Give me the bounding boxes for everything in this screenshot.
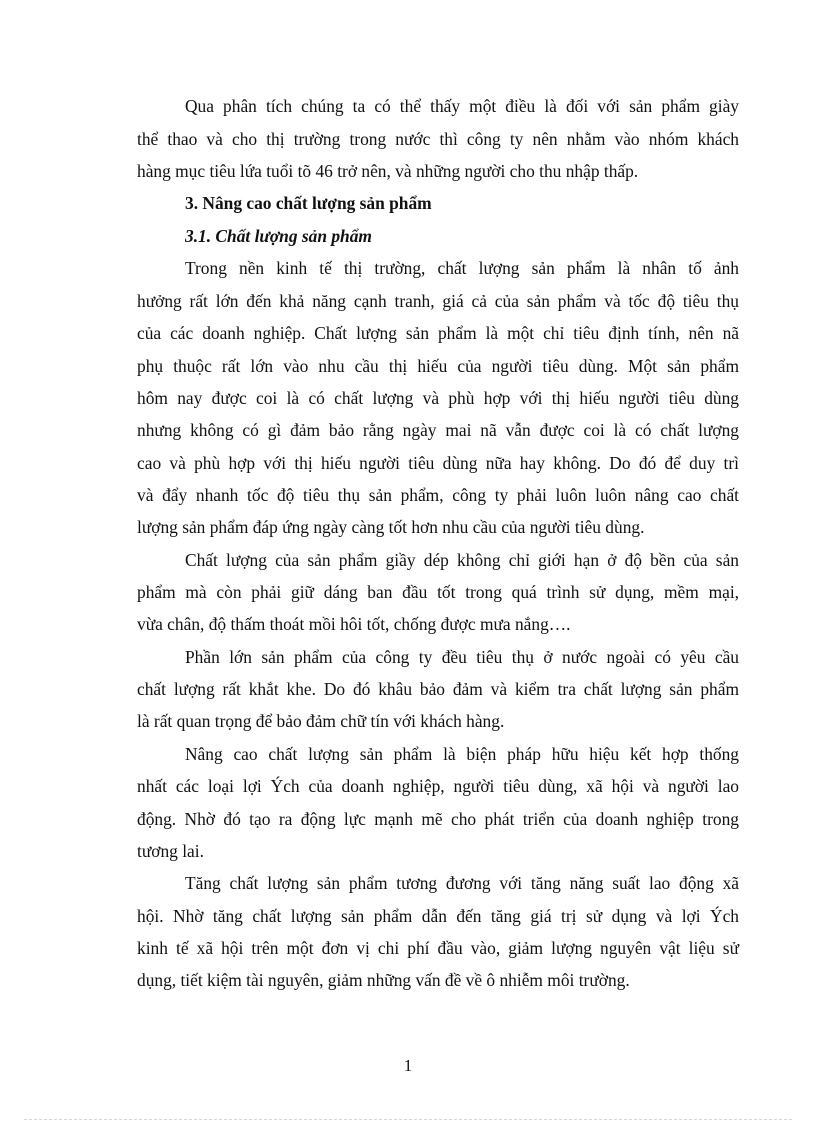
paragraph-6-line-3: kinh tế xã hội trên một đơn vị chi phí đầu vào, giảm lượng nguyên vật liệu sử	[137, 938, 739, 958]
subsection-heading: 3.1. Chất lượng sản phẩm	[185, 226, 372, 246]
paragraph-2-line-4: phụ thuộc rất lớn vào nhu cầu thị hiếu của người tiêu dùng. Một sản phẩm	[137, 356, 739, 376]
paragraph-5-line-2: nhất các loại lợi Ých của doanh nghiệp, người tiêu dùng, xã hội và người lao	[137, 776, 739, 796]
paragraph-6-line-1: Tăng chất lượng sản phẩm tương đương với tăng năng suất lao động xã	[185, 873, 739, 893]
paragraph-5-line-4: tương lai.	[137, 841, 204, 861]
paragraph-4-line-1: Phần lớn sản phẩm của công ty đều tiêu thụ ở nước ngoài có yêu cầu	[185, 647, 739, 667]
paragraph-2-line-8: và đẩy nhanh tốc độ tiêu thụ sản phẩm, công ty phải luôn luôn nâng cao chất	[137, 485, 739, 505]
paragraph-2-line-9: lượng sản phẩm đáp ứng ngày càng tốt hơn nhu cầu của người tiêu dùng.	[137, 517, 645, 537]
paragraph-5-line-3: động. Nhờ đó tạo ra động lực mạnh mẽ cho phát triển của doanh nghiệp trong	[137, 809, 739, 829]
paragraph-3-line-1: Chất lượng của sản phẩm giầy dép không chỉ giới hạn ở độ bền của sản	[185, 550, 739, 570]
paragraph-1-line-1: Qua phân tích chúng ta có thể thấy một điều là đối với sản phẩm giày	[185, 96, 739, 116]
paragraph-6-line-4: dụng, tiết kiệm tài nguyên, giảm những vấn đề về ô nhiễm môi trường.	[137, 970, 630, 990]
paragraph-1-line-3: hàng mục tiêu lứa tuổi tõ 46 trở nên, và những người cho thu nhập thấp.	[137, 161, 639, 181]
paragraph-4-line-2: chất lượng rất khắt khe. Do đó khâu bảo đảm và kiểm tra chất lượng sản phẩm	[137, 679, 739, 699]
section-heading: 3. Nâng cao chất lượng sản phẩm	[185, 193, 432, 213]
paragraph-2-line-2: hưởng rất lớn đến khả năng cạnh tranh, giá cả của sản phẩm và tốc độ tiêu thụ	[137, 291, 739, 311]
paragraph-1-line-2: thể thao và cho thị trường trong nước thì công ty nên nhằm vào nhóm khách	[137, 129, 739, 149]
page-number: 1	[403, 1056, 413, 1075]
paragraph-4-line-3: là rất quan trọng để bảo đảm chữ tín với khách hàng.	[137, 711, 505, 731]
paragraph-2-line-5: hôm nay được coi là có chất lượng và phù hợp với thị hiếu người tiêu dùng	[137, 388, 739, 408]
paragraph-6-line-2: hội. Nhờ tăng chất lượng sản phẩm dẫn đến tăng giá trị sử dụng và lợi Ých	[137, 906, 739, 926]
paragraph-3-line-3: vừa chân, độ thấm thoát mồi hôi tốt, chống được mưa nắng….	[137, 614, 571, 634]
paragraph-2-line-3: của các doanh nghiệp. Chất lượng sản phẩm là một chỉ tiêu định tính, nên nã	[137, 323, 739, 343]
paragraph-3-line-2: phẩm mà còn phải giữ dáng ban đầu tốt trong quá trình sử dụng, mềm mại,	[137, 582, 739, 602]
paragraph-2-line-6: nhưng không có gì đảm bảo rằng ngày mai nã vẫn được coi là có chất lượng	[137, 420, 739, 440]
page-bottom-border	[24, 1119, 792, 1120]
paragraph-5-line-1: Nâng cao chất lượng sản phẩm là biện pháp hữu hiệu kết hợp thống	[185, 744, 739, 764]
paragraph-2-line-7: cao và phù hợp với thị hiếu người tiêu dùng nữa hay không. Do đó để duy trì	[137, 453, 739, 473]
paragraph-2-line-1: Trong nền kinh tế thị trường, chất lượng sản phẩm là nhân tố ảnh	[185, 258, 739, 278]
